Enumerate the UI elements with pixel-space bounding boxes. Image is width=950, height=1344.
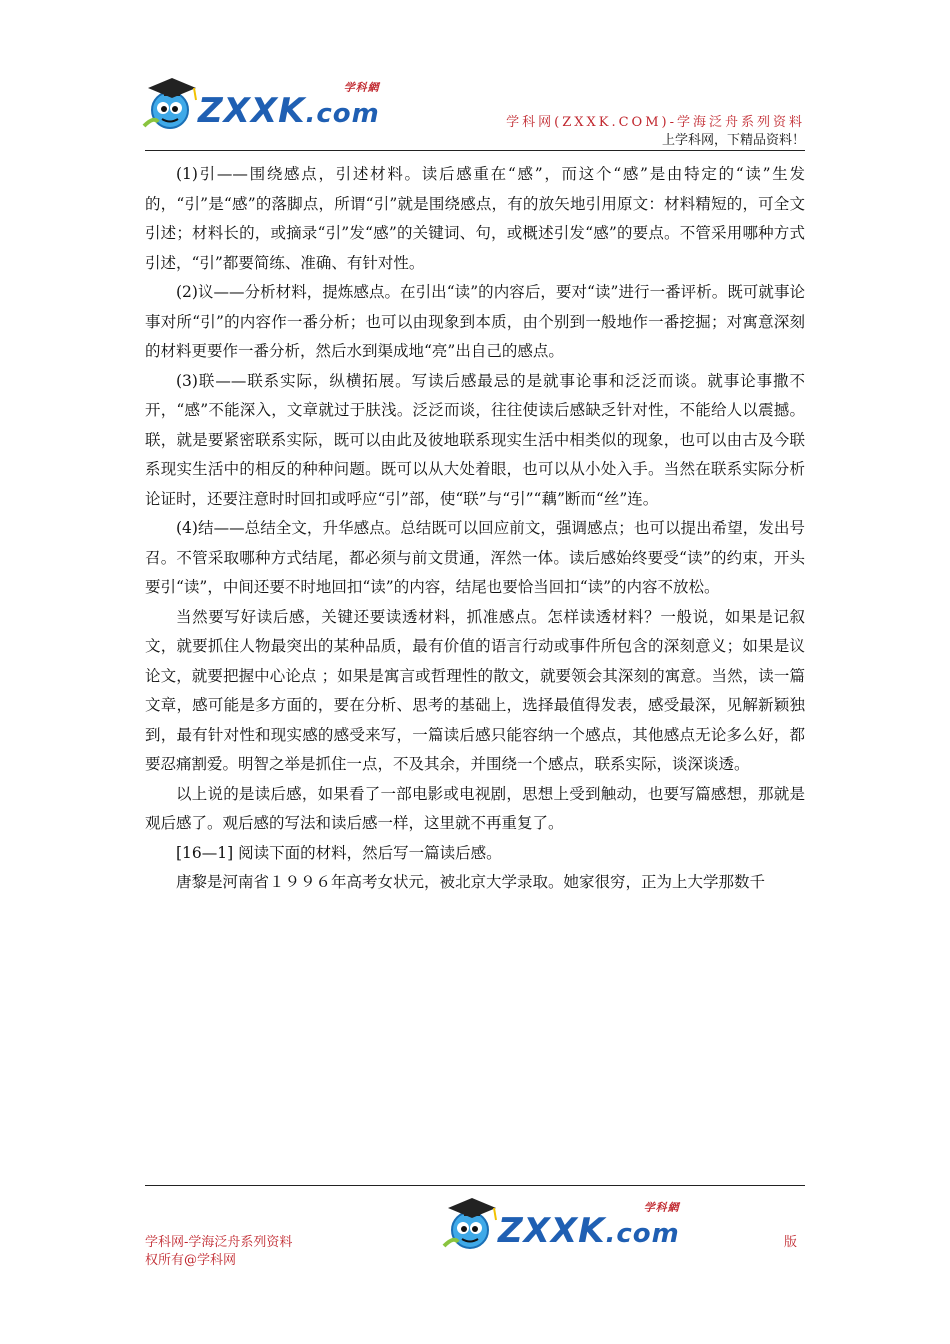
- document-body: [145, 160, 805, 898]
- header-site-line: 学科网(ZXXK.COM)-学海泛舟系列资料: [506, 115, 805, 130]
- paragraph-yi: (2)议——分析材料，提炼感点。在引出“读”的内容后，要对“读”进行一番评析。既可就事论事对所“引”的内容作一番分析；也可以由现象到本质，由个别到一般地作一番挖掘；对寓意深刻的材料更要作一番分析，然后水到渠成地“亮”出自己的感点。: [145, 283, 805, 360]
- footer-series-line: 学科网-学海泛舟系列资料: [145, 1235, 293, 1250]
- mascot-graduate-icon: [440, 1190, 502, 1252]
- footer-copyright: [145, 1234, 292, 1270]
- logo-wordmark: ZXXK: [498, 1211, 606, 1251]
- logo-domain-suffix: .com: [605, 1219, 680, 1249]
- logo-wordmark: ZXXK: [198, 91, 306, 131]
- paragraph-lian: (3)联——联系实际，纵横拓展。写读后感最忌的是就事论事和泛泛而谈。就事论事撒不开，“感”不能深入，文章就过于肤浅。泛泛而谈，往往使读后感缺乏针对性，不能给人以震撼。联，就是要紧密联系实际，既可以由此及彼地联系现实生活中相类似的现象，也可以由古及今联系现实生活中的相反的种种问题。既可以从大处着眼，也可以从小处入手。当然在联系实际分析论证时，还要注意时时回扣或呼应“引”部，使“联”与“引”“藕”断而“丝”连。: [145, 371, 805, 508]
- exercise-prompt: [16—1] 阅读下面的材料，然后写一篇读后感。: [176, 843, 502, 862]
- header-info: [506, 114, 805, 150]
- header-divider: [145, 150, 805, 151]
- footer-copyright-prefix: 版: [784, 1235, 798, 1250]
- footer-logo[interactable]: [440, 1190, 680, 1252]
- logo-domain-suffix: .com: [305, 99, 380, 129]
- footer-rights-line: 权所有@学科网: [145, 1253, 237, 1268]
- logo-chinese-text: 学科網: [643, 1201, 680, 1214]
- header-slogan: 上学科网，下精品资料！: [661, 133, 805, 148]
- paragraph-jie: (4)结——总结全文，升华感点。总结既可以回应前文，强调感点；也可以提出希望，发出号召。不管采取哪种方式结尾，都必须与前文贯通，浑然一体。读后感始终要受“读”的约束，开头要引“读”，中间还要不时地回扣“读”的内容，结尾也要恰当回扣“读”的内容不放松。: [145, 519, 805, 596]
- paragraph-material-start: 唐黎是河南省１９９６年高考女状元，被北京大学录取。她家很穷，正为上大学那数千: [176, 873, 766, 891]
- mascot-graduate-icon: [140, 70, 202, 132]
- logo-chinese-text: 学科網: [343, 81, 380, 94]
- paragraph-yin: (1)引——围绕感点，引述材料。读后感重在“感”，而这个“感”是由特定的“读”生发的，“引”是“感”的落脚点，所谓“引”就是围绕感点，有的放矢地引用原文：材料精短的，可全文引述；材料长的，或摘录“引”发“感”的关键词、句，或概述引发“感”的要点。不管采用哪种方式引述，“引”都要简练、准确、有针对性。: [145, 165, 805, 272]
- footer-divider: [145, 1185, 805, 1186]
- paragraph-guanhougan: 以上说的是读后感，如果看了一部电影或电视剧，思想上受到触动，也要写篇感想，那就是观后感了。观后感的写法和读后感一样，这里就不再重复了。: [145, 784, 805, 832]
- paragraph-read-material: 当然要写好读后感，关键还要读透材料，抓准感点。怎样读透材料？一般说，如果是记叙文，就要抓住人物最突出的某种品质，最有价值的语言行动或事件所包含的深刻意义；如果是议论文，就要把握中心论点 ；如果是寓言或哲理性的散文，就要领会其深刻的寓意。当然，读一篇文章，感可能是多方面的，要在分析、思考的基础上，选择最值得发表，感受最深，见解新颖独到，最有针对性和现实感的感受来写，一篇读后感只能容纳一个感点，其他感点无论多么好，都要忍痛割爱。明智之举是抓住一点，不及其余，并围绕一个感点，联系实际，谈深谈透。: [145, 607, 805, 773]
- site-logo[interactable]: [140, 70, 380, 132]
